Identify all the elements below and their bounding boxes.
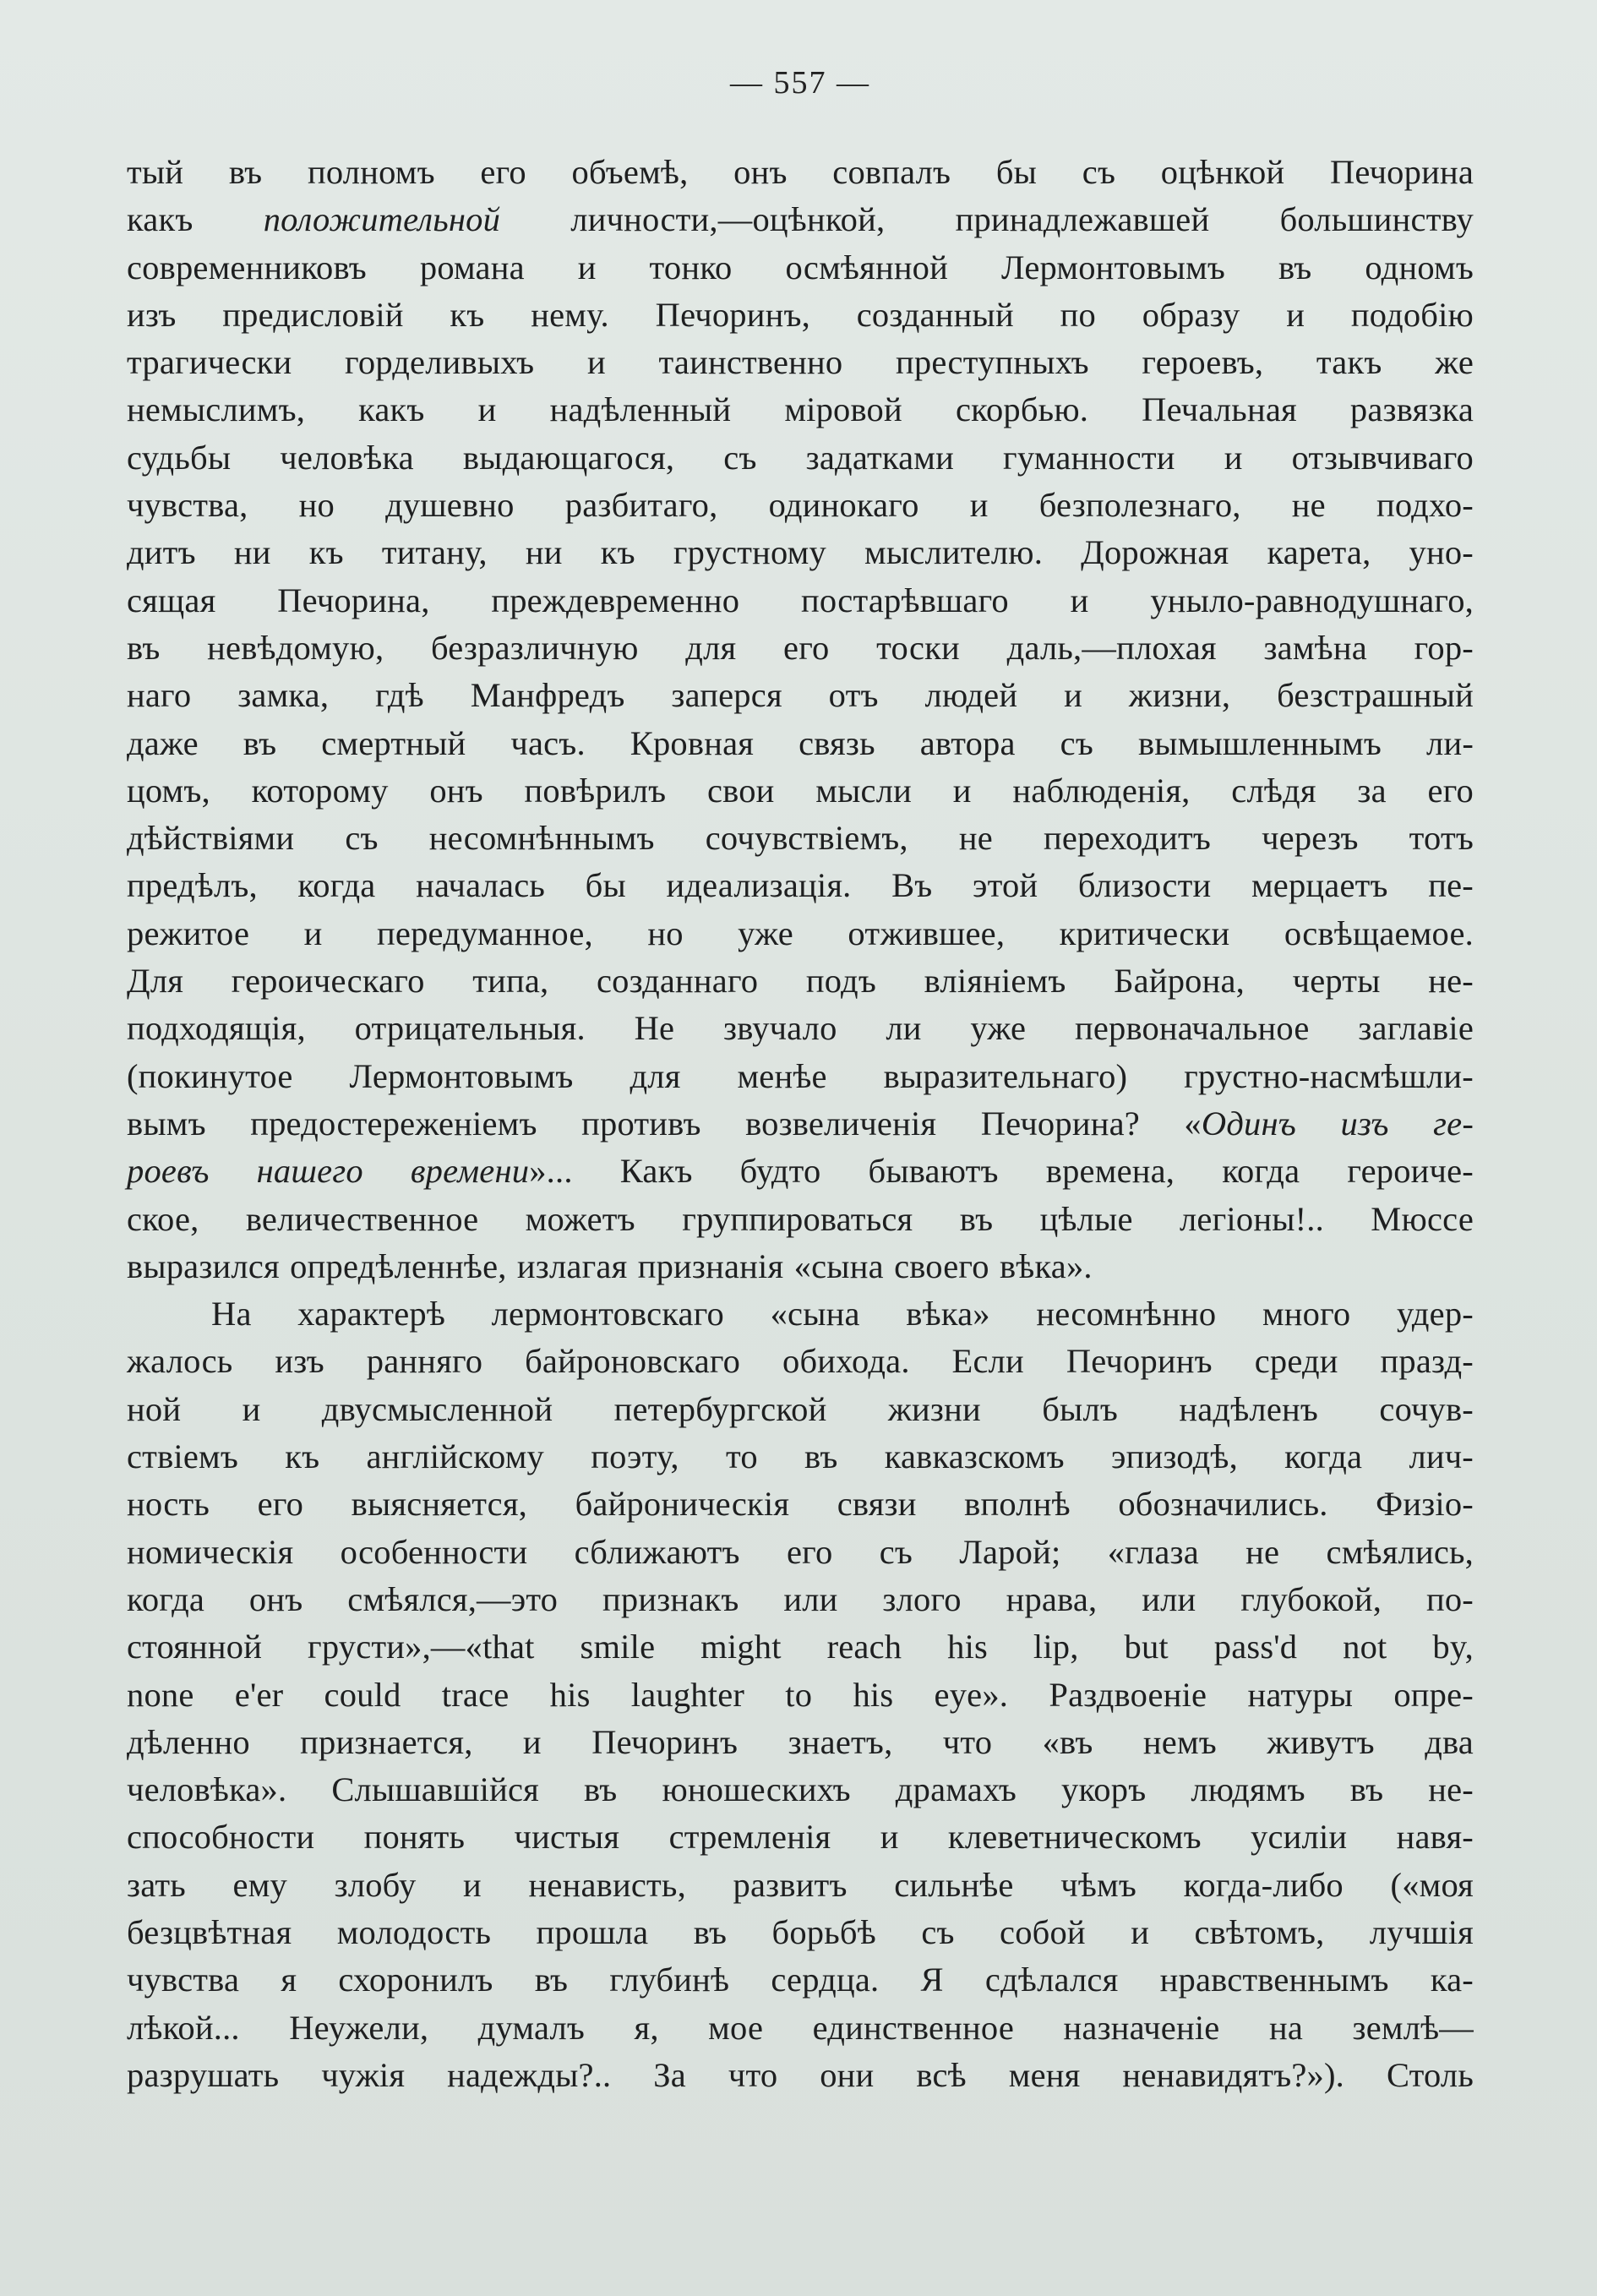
text-line: ствіемъ къ англійскому поэту, то въ кавказскомъ эпизодѣ, когда лич- [127, 1437, 1474, 1476]
text-segment: »... Какъ будто бываютъ времена, когда героиче- [529, 1152, 1474, 1191]
text-line: чувства, но душевно разбитаго, одинокаго и безполезнаго, не подхо- [127, 486, 1474, 525]
text-line: режитое и передуманное, но уже отжившее, критически освѣщаемое. [127, 913, 1474, 952]
text-line: выразился опредѣленнѣе, излагая признанія «сына своего вѣка». [127, 1246, 1093, 1285]
text-line: none e'er could trace his laughter to his eye». Раздвоеніе натуры опре- [127, 1675, 1474, 1714]
text-line: жалось изъ ранняго байроновскаго обихода. Если Печоринъ среди празд- [127, 1342, 1474, 1381]
text-line: изъ предисловій къ нему. Печоринъ, созданный по образу и подобію [127, 295, 1474, 334]
text-line: предѣлъ, когда началась бы идеализація. Въ этой близости мерцаетъ пе- [127, 866, 1474, 905]
text-line: наго замка, гдѣ Манфредъ заперся отъ людей и жизни, безстрашный [127, 676, 1474, 715]
text-line: цомъ, которому онъ повѣрилъ свои мысли и наблюденія, слѣдя за его [127, 771, 1474, 810]
text-line: безцвѣтная молодость прошла въ борьбѣ съ собой и свѣтомъ, лучшія [127, 1912, 1474, 1951]
text-line: дитъ ни къ титану, ни къ грустному мыслителю. Дорожная карета, уно- [127, 533, 1474, 572]
text-line: въ невѣдомую, безразличную для его тоски даль,—плохая замѣна гор- [127, 628, 1474, 667]
text-line: Для героическаго типа, созданнаго подъ вліяніемъ Байрона, черты не- [127, 962, 1474, 1001]
text-line: подходящія, отрицательныя. Не звучало ли уже первоначальное заглавіе [127, 1009, 1474, 1048]
text-line: немыслимъ, какъ и надѣленный міровой скорбью. Печальная развязка [127, 390, 1474, 429]
body-text [127, 149, 1474, 2099]
text-line: современниковъ романа и тонко осмѣянной Лермонтовымъ въ одномъ [127, 248, 1474, 286]
text-line: номическія особенности сближаютъ его съ Ларой; «глаза не смѣялись, [127, 1532, 1474, 1571]
text-line: судьбы человѣка выдающагося, съ задатками гуманности и отзывчиваго [127, 438, 1474, 477]
text-line: даже въ смертный часъ. Кровная связь автора съ вымышленнымъ ли- [127, 723, 1474, 762]
text-line: человѣка». Слышавшійся въ юношескихъ драмахъ укоръ людямъ въ не- [127, 1770, 1474, 1809]
text-line: зать ему злобу и ненависть, развитъ сильнѣе чѣмъ когда-либо («моя [127, 1865, 1474, 1904]
italic-text: роевъ нашего времени [127, 1152, 530, 1191]
text-line: ность его выясняется, байроническія связи вполнѣ обозначились. Физіо- [127, 1485, 1474, 1524]
text-segment: какъ [127, 200, 264, 239]
text-segment: вымъ предостереженіемъ противъ возвеличенія Печорина? « [127, 1104, 1202, 1143]
text-line: чувства я схоронилъ въ глубинѣ сердца. Я сдѣлался нравственнымъ ка- [127, 1961, 1474, 1999]
text-line [127, 1148, 1474, 1195]
italic-text: положительной [263, 200, 501, 239]
italic-text: Одинъ изъ ге- [1201, 1104, 1474, 1143]
text-line: дѣленно признается, и Печоринъ знаетъ, что «въ немъ живутъ два [127, 1722, 1474, 1761]
text-line: (покинутое Лермонтовымъ для менѣе выразительнаго) грустно-насмѣшли- [127, 1056, 1474, 1095]
text-segment: личности,—оцѣнкой, принадлежавшей большинству [500, 200, 1474, 239]
text-line: ной и двусмысленной петербургской жизни былъ надѣленъ сочув- [127, 1389, 1474, 1428]
text-line: сящая Печорина, преждевременно постарѣвшаго и уныло-равнодушнаго, [127, 581, 1474, 619]
text-line [127, 196, 1474, 243]
text-line: тый въ полномъ его объемѣ, онъ совпалъ бы съ оцѣнкой Печорина [127, 153, 1474, 191]
text-line [127, 1100, 1474, 1148]
page-number: — 557 — [730, 65, 870, 101]
text-line: стоянной грусти»,—«that smile might reach his lip, but pass'd not by, [127, 1628, 1474, 1666]
paragraph [127, 1290, 1474, 2099]
text-line: разрушать чужія надежды?.. За что они всѣ меня ненавидятъ?»). Столь [127, 2055, 1474, 2094]
text-line: лѣкой... Неужели, думалъ я, мое единственное назначеніе на землѣ— [127, 2008, 1474, 2047]
paragraph [127, 149, 1474, 1290]
text-line: дѣйствіями съ несомнѣннымъ сочувствіемъ, не переходитъ черезъ тотъ [127, 819, 1474, 858]
text-line: ское, величественное можетъ группироваться въ цѣлые легіоны!.. Мюссе [127, 1199, 1474, 1238]
text-line: способности понять чистыя стремленія и клеветническомъ усиліи навя- [127, 1818, 1474, 1857]
text-line: На характерѣ лермонтовскаго «сына вѣка» несомнѣнно много удер- [211, 1295, 1474, 1333]
text-line: когда онъ смѣялся,—это признакъ или злого нрава, или глубокой, по- [127, 1579, 1474, 1618]
text-line: трагически горделивыхъ и таинственно преступныхъ героевъ, такъ же [127, 343, 1474, 382]
